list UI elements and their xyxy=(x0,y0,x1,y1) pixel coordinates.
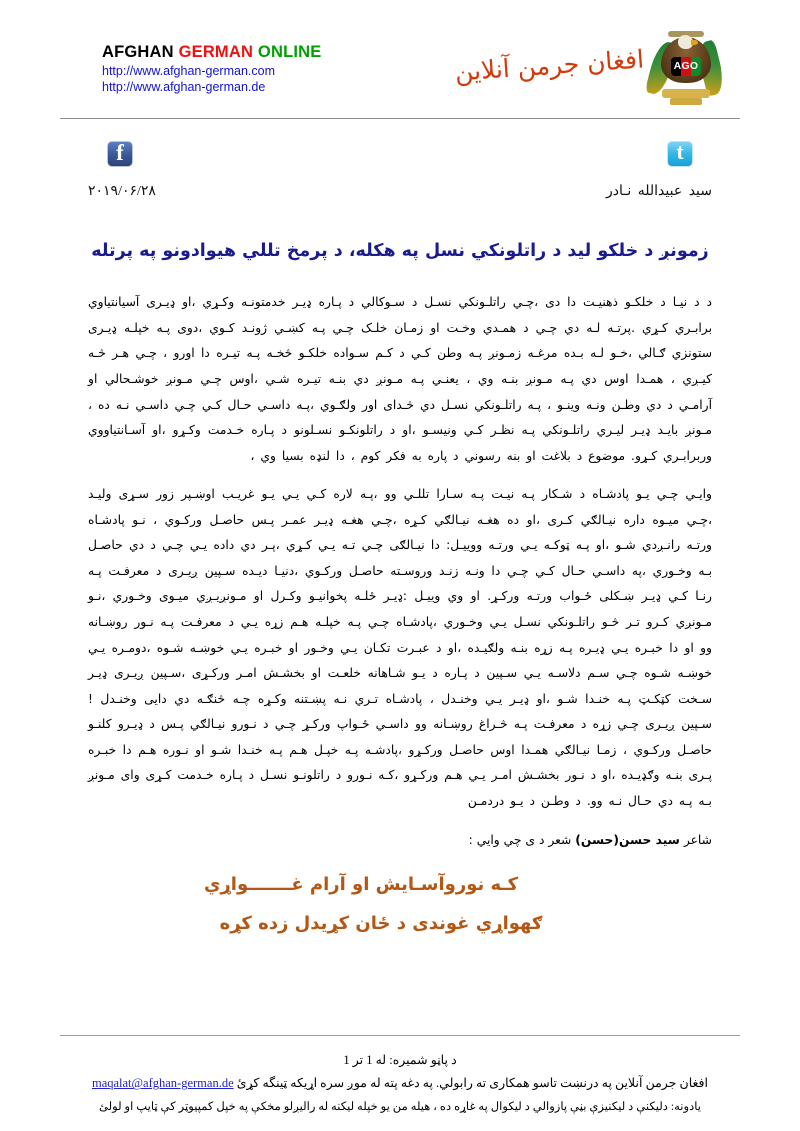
emblem-banner-lower xyxy=(670,98,702,105)
poet-intro-suffix: شعر د ی چي وایي : xyxy=(468,832,576,847)
page-label: د پاڼو شمیره: له xyxy=(372,1053,457,1068)
article-title: زمونږ د خلکو لید د راتلونكي نسل په هکله، د پرمخ تللي هیوادونو په پرتله xyxy=(91,241,709,261)
emblem-banner-upper xyxy=(662,89,710,98)
publication-date: ۲۰۱۹/۰۶/۲۸ xyxy=(88,184,156,199)
page-number-line xyxy=(60,1049,740,1072)
afghanistan-emblem-icon xyxy=(650,33,722,105)
paragraph-1: د د نیـا د خلکـو ذهنیـت دا دی ،چـي راتلـونكي نسـل د سـوکالي د پـاره ډیـر خدمتونـه وكـړي ،او ډیـرى آسیانتیاوي برابـري كـړي .پرتـه لـه دي چـي د همـدي وخـت او زمـان خلـک چـي پـه كښـي ژونـد كـوي ،دوى پـه خپلـه ډیـرى ستونزي ګـالي ،خـو لـه بـده مرغـه زمـونږ پـه وطن كـي د كـم سـواده خلكـو څخـه پـه تیـره دا اورو ، چـي هـر څـه كیـږي ، همـدا اوس دي پـه مـونږ بنـه وي ، یعنـي پـه مـونږ دي بنـه تیـره شـي ،اوس چـي مـونږ خوشـحالي او آرامـي د دي وطـن ونـه وینـو ، پـه راتلـونكي نسـل دي څـدای اور ولګـوي ،پـه داسـي حـال كـي چـي داسـي نـه ده ، مـونږ بایـد ډیـر لیـري راتلـونكي پـه نظـر كـي ونیسـو ،او د راتلونكـو نسـلونو د پـاره خـدمت وكـړو ،او آسـانتیاووي وربرابـري كـړو. موضوع د بلاغت او بنه رسوني د پاره به فكر كوم ، دا لنډه بسیا وي ، xyxy=(88,295,712,463)
brand-word-german: GERMAN xyxy=(178,43,254,61)
author-name: سید عبیدالله نـادر xyxy=(605,184,712,199)
article-body xyxy=(88,290,712,943)
poet-name: سید حسن(حسن) xyxy=(575,832,680,847)
page-total: 1 xyxy=(343,1053,350,1068)
header-divider xyxy=(60,118,740,119)
poet-intro-prefix: شاعر xyxy=(679,832,712,847)
footer-contact-text: افغان جرمن آنلاین په درنښت تاسو همکاری ته رابولي. په دغه پته له موږ سره اړیکه ټینگه کړئ xyxy=(233,1076,709,1091)
logo-area xyxy=(455,33,740,105)
eagle-beak-icon xyxy=(691,40,698,45)
ago-badge: AGO xyxy=(671,57,701,76)
meta-row xyxy=(60,183,740,205)
verse-line-2: ګهواړي غوندى د ځان کړیدل زده کړه xyxy=(219,912,543,934)
page-footer xyxy=(60,1035,740,1117)
page-current: 1 xyxy=(366,1053,373,1068)
brand-word-online: ONLINE xyxy=(257,43,322,61)
brand-title xyxy=(102,42,321,63)
brand-block xyxy=(60,33,321,96)
facebook-icon[interactable] xyxy=(107,141,133,167)
page-separator: تر xyxy=(349,1053,367,1068)
afghan-german-script-logo: افغان جرمن آنلاین xyxy=(453,43,645,87)
twitter-icon[interactable] xyxy=(667,141,693,167)
footer-contact-line xyxy=(60,1072,740,1095)
paragraph-2: وایـي چـي یـو پادشـاه د شـكار پـه نیـت پـه سـارا تللـي وو ،پـه لاره كـي یـي یـو غریـب اوښـپر زور سـړى ولیـد ،چـي میـوه داره نیـالګي كـرى ،او ده هغـه نیـالګي كـړه ،چـي هغـه ډیـر عمـر پـس حاصـل وركـوي ، نـو پادشـاه ورتـه رانـږدي شـو ،او پـه ټوكـه یـي ورتـه ووییـل: دا نیـالګى چـي تـه یـي كـړي ،پـر دي داده یـي چـي د دي حاصـل بـه وخـوري ،په داسـي حـال كـي چـي دا ونـه زنـد وروسـته حاصـل وركـوي ،دنیـا دیـده سـپین ږیـرى د معرفـت پـه رنـا كـي ډیـر ښـكلى ځـواب ورتـه وركـړ. او وي وییـل :ډیـر ځلـه پخوانیـو وكـرل او مـونږیـږي میـوى وخـوري ،نـو مـونږي كـرو تـر څـو راتلـونكي نسـل یـي وخـوري ،پادشـاه چـي پـه خپلـه هـم زړه یـي د معرفـت پـه نـور روښـانه وو او دا خبـره یـي ډیـره پـه زړه بنـه ولګیـده ،او د عبـرت تكـان یـي وخـور او خبـره یـي خوښـه شـوه ،دومـره یـي خوښـه شـوه چـي سـم دلاسـه یـي سـپین د پـاره د یـو شـاهانه خلعـت او بخشـش امـر وركـړى ،سـپین ږیـرى ډیـر سـخت كټكـټ پـه خنـدا شـو ،او ډیـر یـي وخنـدل ، پادشـاه تـري نـه پښـتنه وكـړه چـه څنګـه دي دایى وخنـدل ! سـپین ږیـرى چـي زړه د معرفـت پـه څـراغ روښـانه وو داسـي ځـواپ وركـړ چـي د نـورو نیـالګي پـس د ډیـرو كلنـو حاصـل وركـوي ، زمـا نیـالګي همـدا اوس حاصـل وركـړو ،پادشـه پـه خپـل هـم پـه خنـدا شـو او نـوره هـم دا خبـره پـرى بنـه وګډیـده ،او د نـور بخشـش امـر یـي هـم وركـړو ،كـه نـورو د راتلونـو نسـل د پـاره خـدمت كـړى وای مـونږ بـه پـه دي حـال نـه وو. د وطـن د یـو دردمـن xyxy=(88,487,712,808)
footer-note: یادونه: دلیکنې د لیکنیزې بڼې پازوالي د لیکوال په غاړه ده ، هیله من یو خپله لیکنه له رالیږلو مخکې په خپل کمپیوټر کې ټایپ او لولئ xyxy=(98,1099,702,1113)
social-row xyxy=(60,141,740,181)
brand-word-afghan: AFGHAN xyxy=(102,43,174,61)
verse-block xyxy=(88,866,712,943)
footer-divider xyxy=(60,1035,740,1036)
contact-email-link[interactable]: maqalat@afghan-german.de xyxy=(91,1076,234,1091)
verse-line-1: کـه نوروآسـایش او آرام غـــــــواړي xyxy=(203,874,519,896)
site-url-com[interactable]: http://www.afghan-german.com xyxy=(102,63,275,78)
masthead xyxy=(60,0,740,111)
site-url-de[interactable]: http://www.afghan-german.de xyxy=(102,80,266,95)
poet-attribution xyxy=(88,828,712,853)
